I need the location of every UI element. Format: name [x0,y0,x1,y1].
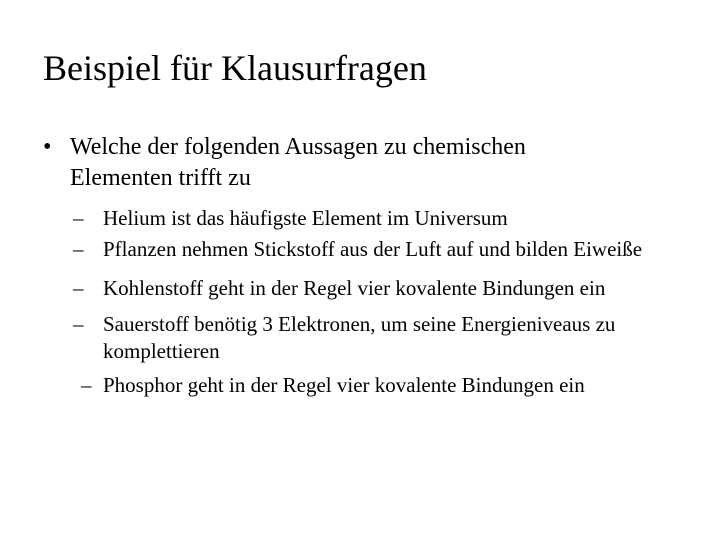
slide-title: Beispiel für Klausurfragen [43,48,427,88]
answer-option [73,372,713,399]
answer-option [73,311,713,365]
answer-text: Phosphor geht in der Regel vier kovalente Bindungen ein [103,373,585,397]
answer-text: Sauerstoff benötig 3 Elektronen, um seine Energieniveaus zu komplettieren [103,312,616,363]
question-text: Welche der folgenden Aussagen zu chemischen Elementen trifft zu [70,134,526,191]
dash-marker: – [73,312,84,336]
dash-marker: – [73,206,84,230]
bullet-marker: • [43,134,52,160]
answer-option [73,205,713,232]
answer-text: Kohlenstoff geht in der Regel vier kovalente Bindungen ein [103,276,606,300]
dash-marker: – [81,373,92,397]
answer-text: Helium ist das häufigste Element im Universum [103,206,508,230]
dash-marker: – [73,237,84,261]
question-bullet [43,132,703,194]
dash-marker: – [73,276,84,300]
answer-option [73,236,713,263]
answer-text: Pflanzen nehmen Stickstoff aus der Luft auf und bilden Eiweiße [103,237,643,261]
answer-option [73,275,713,302]
